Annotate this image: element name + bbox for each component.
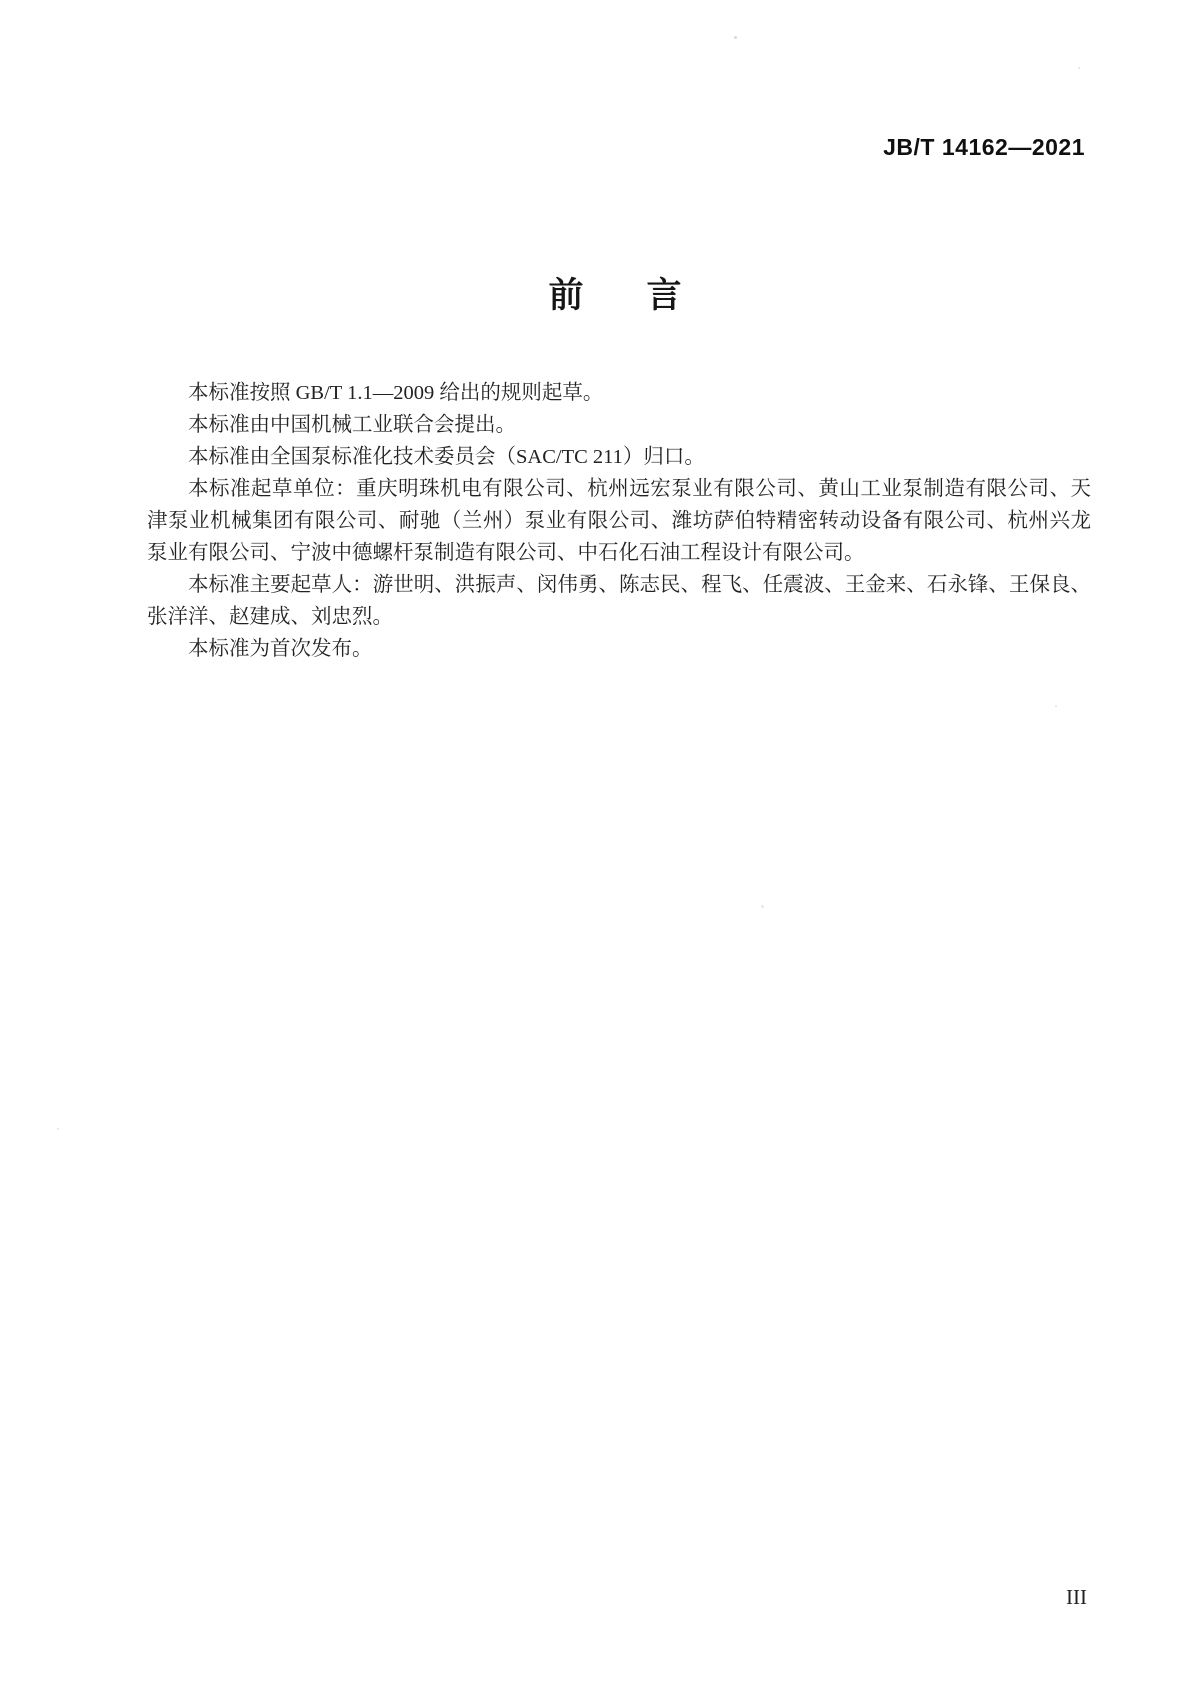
body-line: 泵业有限公司、宁波中德螺杆泵制造有限公司、中石化石油工程设计有限公司。 [147,542,865,564]
body-line: 本标准由中国机械工业联合会提出。 [188,414,516,436]
body-text [147,377,1091,665]
body-line: 张洋洋、赵建成、刘忠烈。 [147,606,393,628]
page-title: 前言 [548,276,745,316]
body-line: 本标准按照 GB/T 1.1—2009 给出的规则起草。 [188,382,604,404]
scan-speck [57,1128,59,1130]
scan-speck [1078,67,1080,69]
scan-speck [1055,705,1057,707]
body-line: 本标准为首次发布。 [188,638,373,660]
page-number: III [1066,1585,1087,1609]
body-line: 本标准由全国泵标准化技术委员会（SAC/TC 211）归口。 [188,446,705,468]
standard-number: JB/T 14162—2021 [883,134,1085,160]
body-line: 本标准主要起草人：游世明、洪振声、闵伟勇、陈志民、程飞、任震波、王金来、石永锋、王保良、 [188,574,1091,596]
body-line: 本标准起草单位：重庆明珠机电有限公司、杭州远宏泵业有限公司、黄山工业泵制造有限公司、天 [188,478,1091,500]
scan-speck [734,36,737,39]
scan-speck [761,905,764,908]
body-line: 津泵业机械集团有限公司、耐驰（兰州）泵业有限公司、潍坊萨伯特精密转动设备有限公司、杭州兴龙 [147,510,1091,532]
